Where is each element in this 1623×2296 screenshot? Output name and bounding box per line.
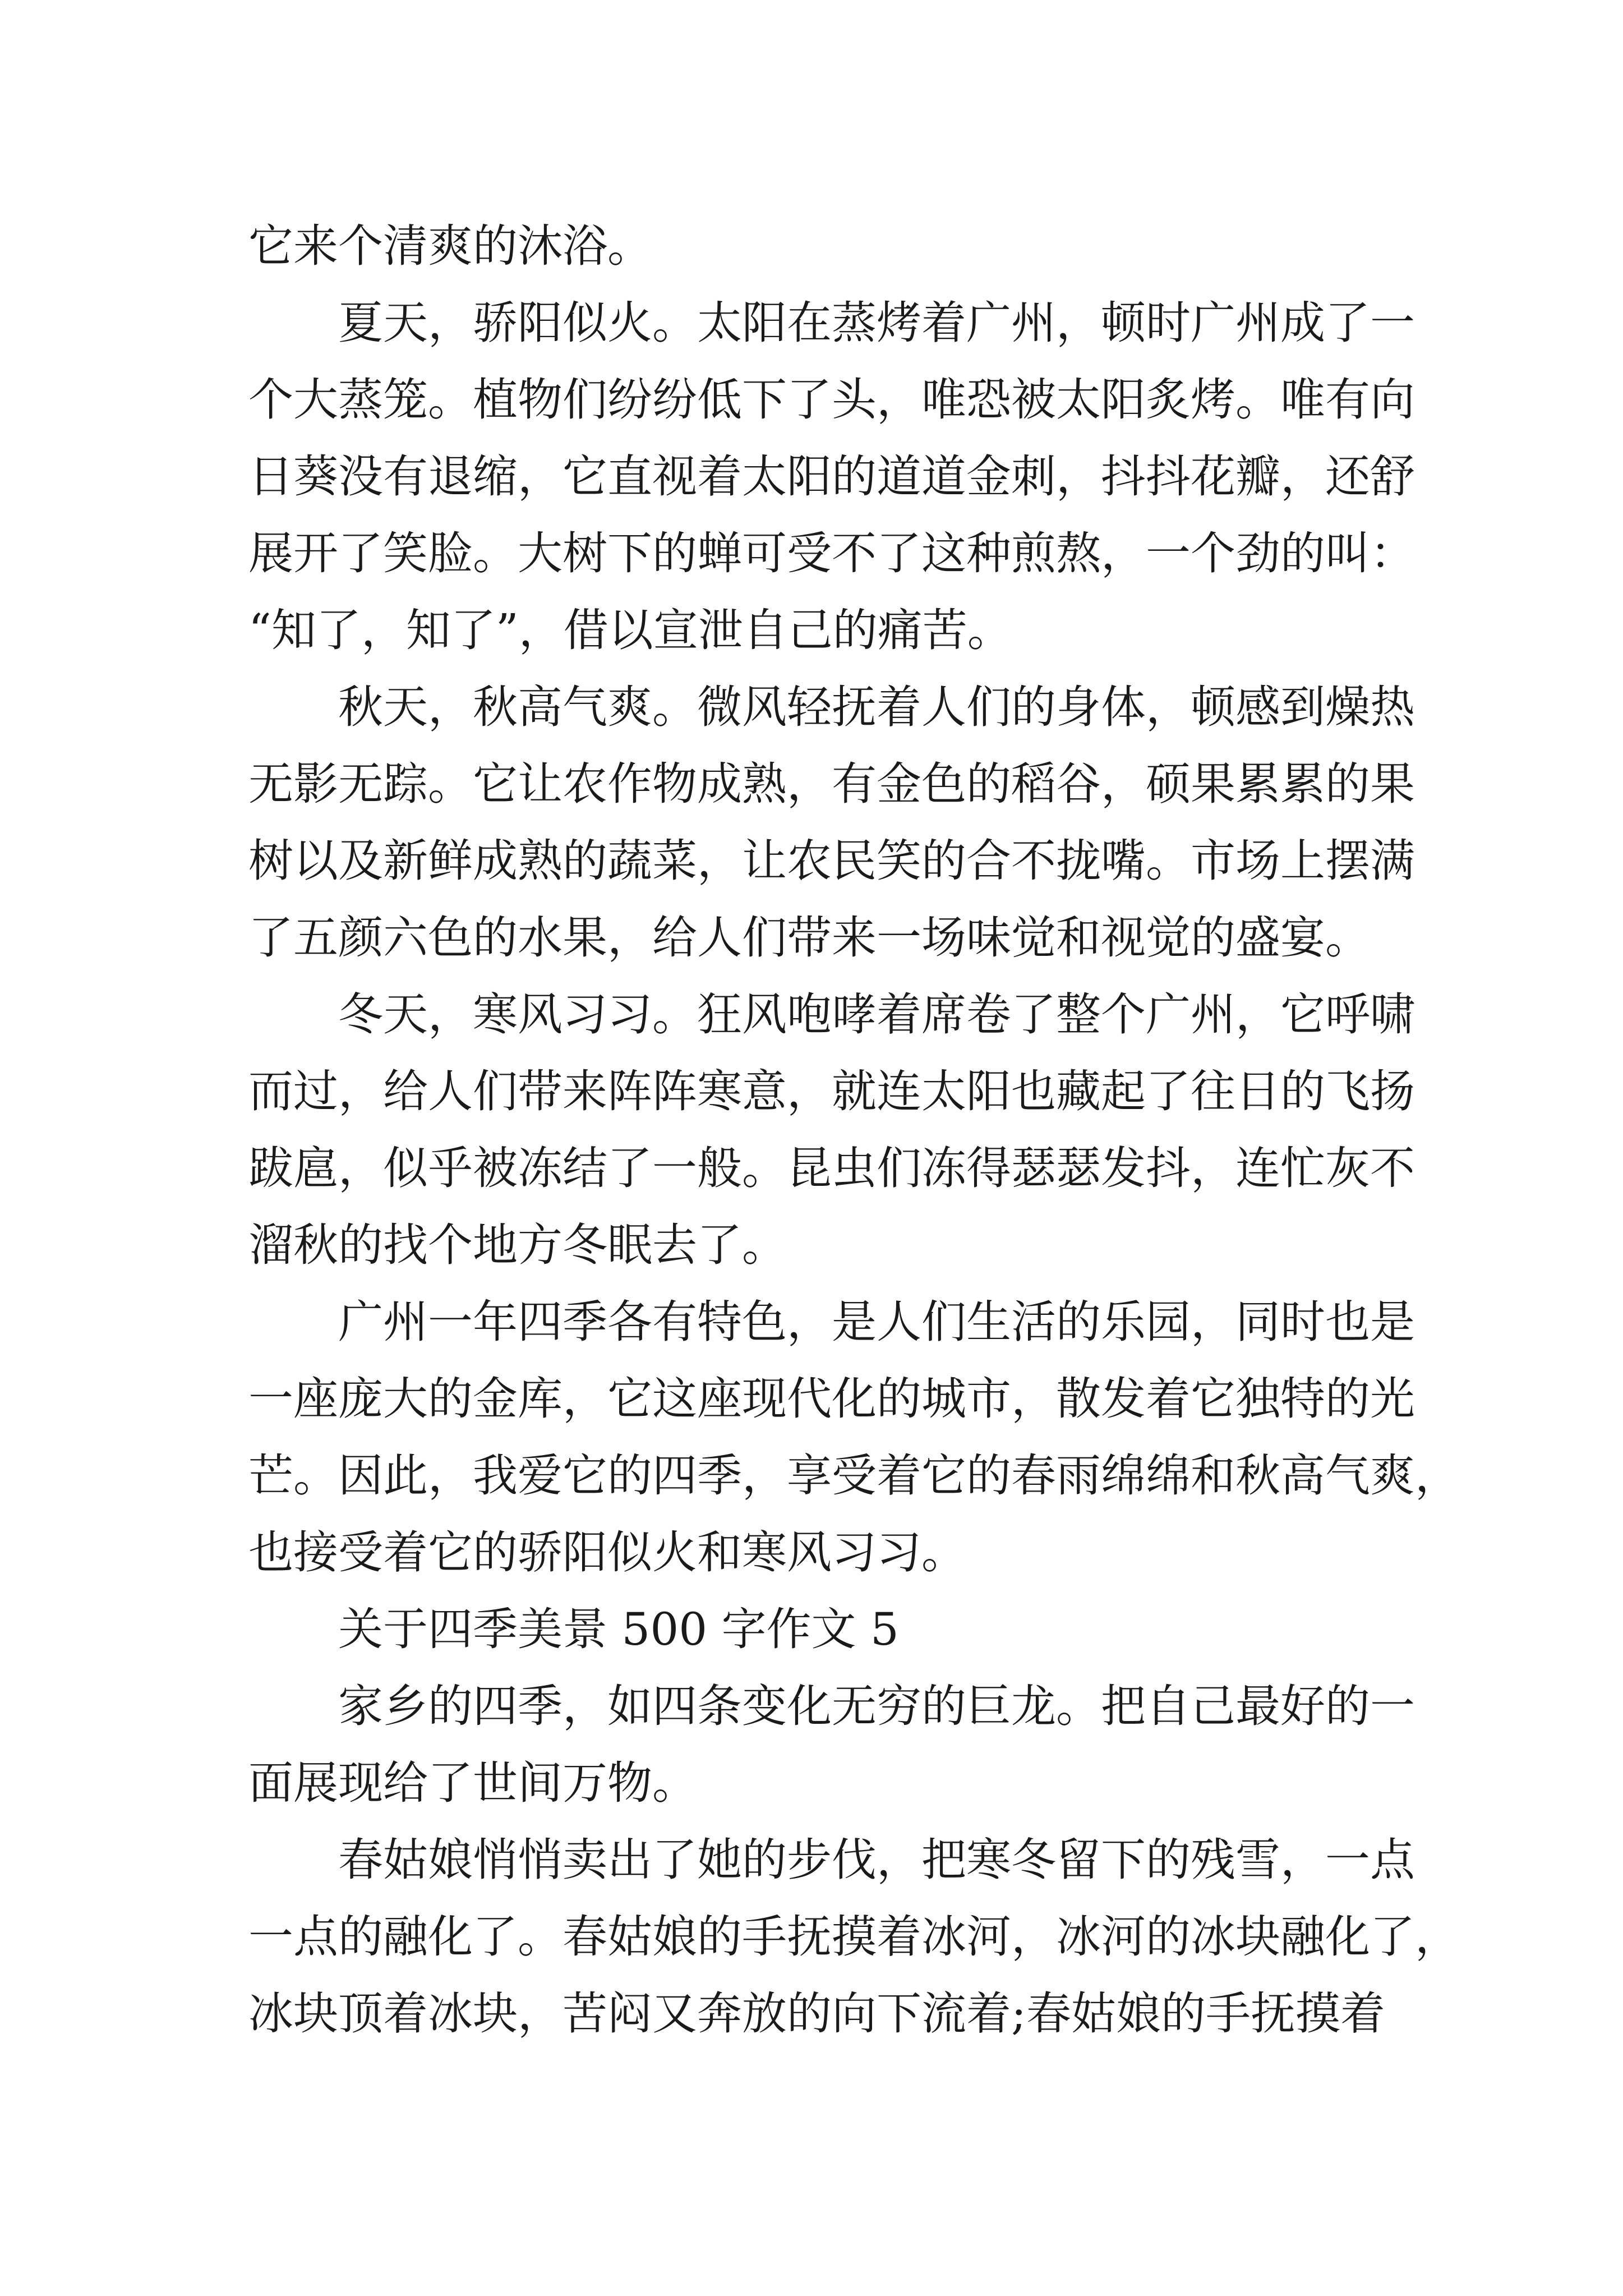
text-line: 冰块顶着冰块，苦闷又奔放的向下流着;春姑娘的手抚摸着 [248,1987,1385,2040]
text-line: 芒。因此，我爱它的四季，享受着它的春雨绵绵和秋高气爽， [248,1450,1460,1502]
text-line: 广州一年四季各有特色，是人们生活的乐园，同时也是 [338,1296,1415,1348]
text-line: 也接受着它的骄阳似火和寒风习习。 [248,1526,966,1579]
text-line: 冬天，寒风习习。狂风咆哮着席卷了整个广州，它呼啸 [338,988,1415,1041]
text-line: 树以及新鲜成熟的蔬菜，让农民笑的合不拢嘴。市场上摆满 [248,835,1415,887]
text-line: 它来个清爽的沐浴。 [248,220,652,272]
text-line: 一点的融化了。春姑娘的手抚摸着冰河，冰河的冰块融化了， [248,1911,1460,1963]
text-line: 秋天，秋高气爽。微风轻抚着人们的身体，顿感到燥热 [338,681,1415,733]
text-line: 春姑娘悄悄卖出了她的步伐，把寒冬留下的残雪，一点 [338,1834,1415,1886]
section-heading: 关于四季美景 500 字作文 5 [338,1603,899,1655]
text-line: 展开了笑脸。大树下的蝉可受不了这种煎熬，一个劲的叫： [248,527,1415,579]
text-line: 个大蒸笼。植物们纷纷低下了头，唯恐被太阳炙烤。唯有向 [248,374,1415,426]
text-line: 日葵没有退缩，它直视着太阳的道道金刺，抖抖花瓣，还舒 [248,450,1415,503]
text-line: 溜秋的找个地方冬眠去了。 [248,1219,787,1271]
text-line: 家乡的四季，如四条变化无穷的巨龙。把自己最好的一 [338,1680,1415,1732]
text-line: 夏天，骄阳似火。太阳在蒸烤着广州，顿时广州成了一 [338,297,1415,349]
text-line: 面展现给了世间万物。 [248,1757,697,1809]
text-line: 跋扈，似乎被冻结了一般。昆虫们冻得瑟瑟发抖，连忙灰不 [248,1142,1415,1194]
text-line: 了五颜六色的水果，给人们带来一场味觉和视觉的盛宴。 [248,912,1370,964]
text-line: 而过，给人们带来阵阵寒意，就连太阳也藏起了往日的飞扬 [248,1065,1415,1117]
text-line: 一座庞大的金库，它这座现代化的城市，散发着它独特的光 [248,1373,1415,1425]
text-line: “知了，知了”，借以宣泄自己的痛苦。 [248,604,1012,656]
text-line: 无影无踪。它让农作物成熟，有金色的稻谷，硕果累累的果 [248,758,1415,810]
essay-text [248,208,1460,2052]
